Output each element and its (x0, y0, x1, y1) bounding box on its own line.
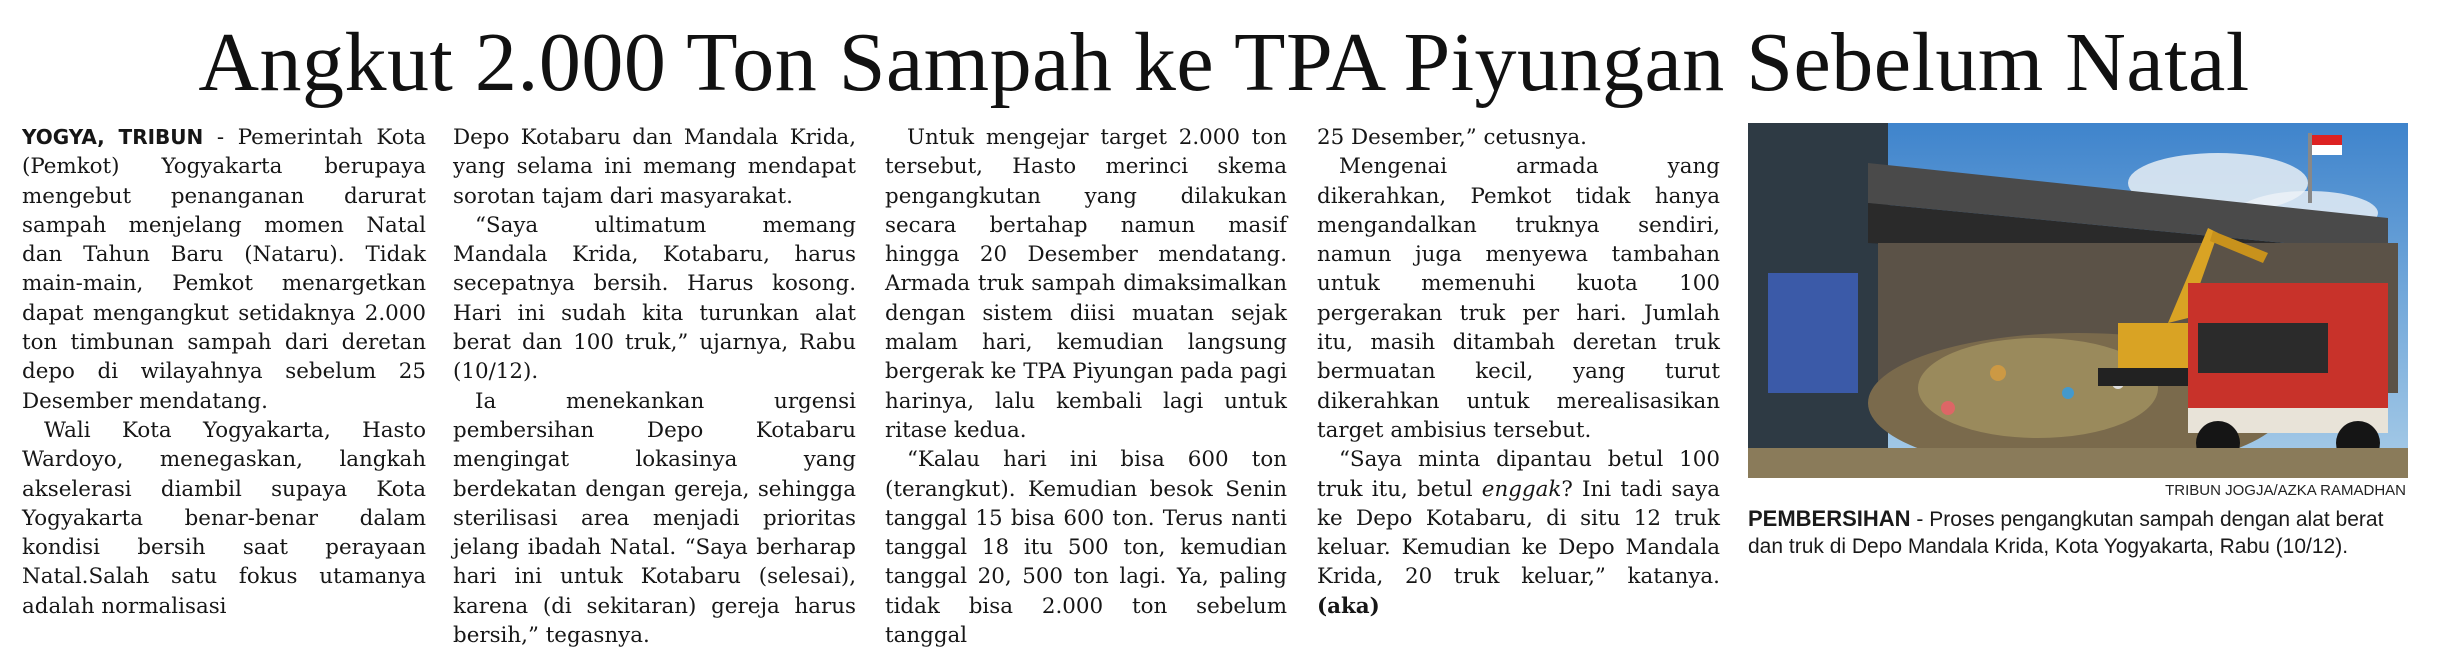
paragraph: “Kalau hari ini bisa 600 ton (terangkut). Kemudian besok Senin tanggal 15 bisa 600 ton. Terus nanti tanggal 18 itu 500 ton, kemudian tanggal 20, 500 ton lagi. Ya, paling tidak bisa 2.000 ton sebelum tanggal (885, 447, 1287, 649)
article-column-1 (22, 123, 426, 619)
news-photo (1748, 123, 2408, 478)
garbage-item (1990, 365, 2006, 381)
article-column-2 (453, 123, 856, 649)
paragraph-text: ? Ini tadi saya ke Depo Kotabaru, di situ 12 truk keluar. Kemudian ke Depo Mandala Krida, 20 truk keluar,” katanya. (1317, 476, 1720, 590)
flag-red (2312, 135, 2342, 145)
article-column-4 (1317, 123, 1720, 619)
flag-pole (2308, 133, 2312, 203)
paragraph: 25 Desember,” cetusnya. (1317, 125, 1587, 150)
photo-credit: TRIBUN JOGJA/AZKA RAMADHAN (2165, 482, 2406, 499)
photo-caption (1748, 505, 2410, 560)
paragraph: Wali Kota Yogyakarta, Hasto Wardoyo, menegaskan, langkah akselerasi diambil supaya Kota Yogyakarta benar-benar dalam kondisi bersih saat perayaan Natal.Salah satu fokus utamanya adalah normalisasi (22, 417, 426, 619)
author-sign: (aka) (1317, 593, 1380, 619)
photo-illustration (1748, 123, 2408, 478)
excavator-track (2098, 368, 2198, 386)
caption-text: - Proses pengangkutan sampah dengan alat berat dan truk di Depo Mandala Krida, Kota Yogyakarta, Rabu (10/12). (1748, 508, 2384, 558)
garbage-item (1941, 401, 1955, 415)
paragraph (1317, 445, 1720, 621)
paragraph-text: “Saya minta dipantau betul 100 truk itu, betul (1317, 447, 1720, 502)
paragraph: Mengenai armada yang dikerahkan, Pemkot tidak hanya mengandalkan truknya sendiri, namun juga menyewa tambahan untuk memenuhi kuota 100 pergerakan truk per hari. Jumlah itu, masih ditambah deretan truk bermuatan kecil, yang turut dikerahkan untuk merealisasikan target ambisius tersebut. (1317, 154, 1720, 443)
truck-windshield (2198, 323, 2328, 373)
paragraph: “Saya ultimatum memang Mandala Krida, Kotabaru, harus secepatnya bersih. Harus kosong. Hari ini sudah kita turunkan alat berat dan 100 truk,” ujarnya, Rabu (10/12). (453, 212, 856, 385)
paragraph (22, 123, 426, 416)
dateline: YOGYA, TRIBUN (22, 125, 204, 149)
caption-label: PEMBERSIHAN (1748, 506, 1911, 531)
flag-white (2312, 145, 2342, 155)
article-column-3 (885, 123, 1287, 649)
ground (1748, 448, 2408, 478)
blue-banner (1768, 273, 1858, 393)
italic-word: enggak (1481, 476, 1562, 502)
paragraph: Ia menekankan urgensi pembersihan Depo Kotabaru mengingat lokasinya yang berdekatan dengan gereja, sehingga sterilisasi area menjadi prioritas jelang ibadah Natal. “Saya berharap hari ini untuk Kotabaru (selesai), karena (di sekitaran) gereja harus bersih,” tegasnya. (453, 388, 856, 649)
headline: Angkut 2.000 Ton Sampah ke TPA Piyungan Sebelum Natal (198, 16, 2250, 109)
paragraph: Untuk mengejar target 2.000 ton tersebut, Hasto merinci skema pengangkutan yang dilakukan secara bertahap namun masif hingga 20 Desember mendatang. Armada truk sampah dimaksimalkan dengan sistem diisi muatan sejak malam hari, kemudian langsung bergerak ke TPA Piyungan pada pagi harinya, lalu kembali lagi untuk ritase kedua. (885, 125, 1287, 443)
paragraph: Depo Kotabaru dan Mandala Krida, yang selama ini memang mendapat sorotan tajam dari masyarakat. (453, 125, 856, 209)
garbage-item (2062, 387, 2074, 399)
excavator-body (2118, 323, 2188, 373)
paragraph-text: - Pemerintah Kota (Pemkot) Yogyakarta berupaya mengebut penanganan darurat sampah menjelang momen Natal dan Tahun Baru (Nataru). Tidak main-main, Pemkot menargetkan dapat mengangkut setidaknya 2.000 ton timbunan sampah dari deretan depo di wilayahnya sebelum 25 Desember mendatang. (22, 125, 426, 414)
